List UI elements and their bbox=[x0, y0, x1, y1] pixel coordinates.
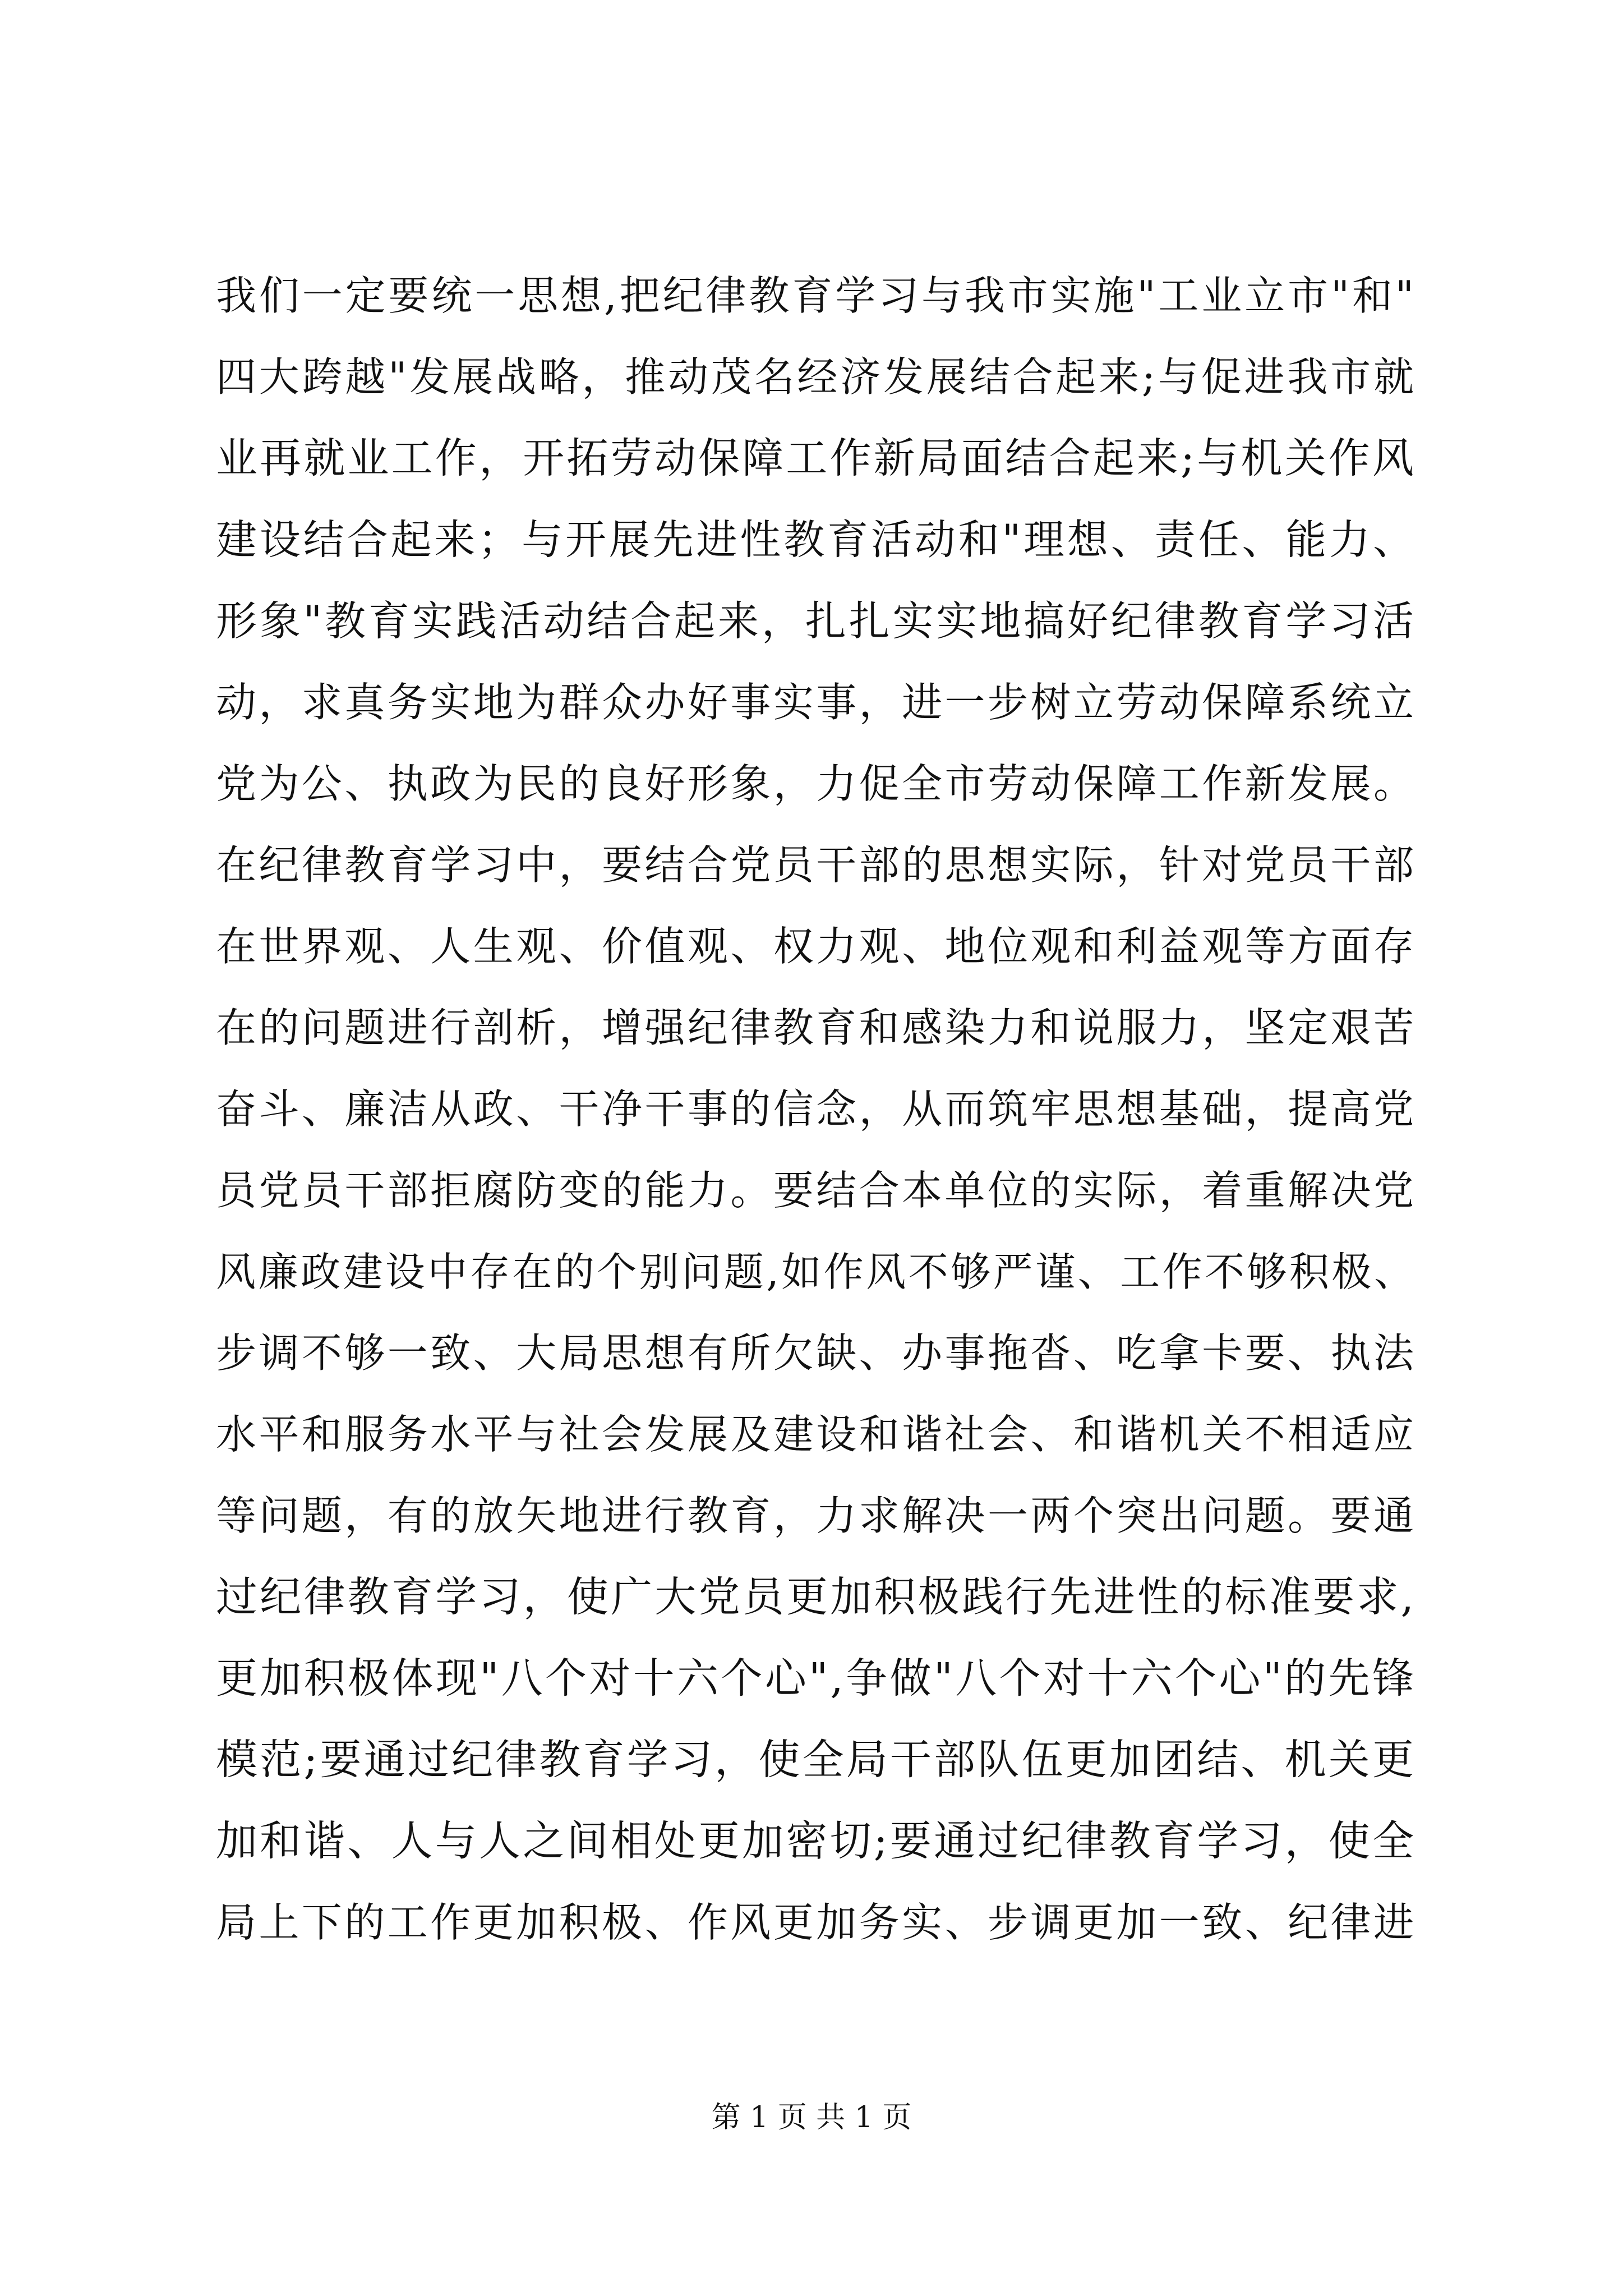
text-line: 员党员干部拒腐防变的能力。要结合本单位的实际，着重解决党 bbox=[216, 1167, 1416, 1214]
text-line: 形象"教育实践活动结合起来，扎扎实实地搞好纪律教育学习活 bbox=[216, 597, 1416, 645]
text-line: 在纪律教育学习中，要结合党员干部的思想实际，针对党员干部 bbox=[216, 841, 1416, 889]
text-line: 业再就业工作，开拓劳动保障工作新局面结合起来;与机关作风 bbox=[216, 434, 1416, 482]
page-number-footer: 第 1 页 共 1 页 bbox=[711, 2101, 912, 2134]
text-line: 模范;要通过纪律教育学习，使全局干部队伍更加团结、机关更 bbox=[216, 1736, 1416, 1784]
text-line: 我们一定要统一思想,把纪律教育学习与我市实施"工业立市"和" bbox=[216, 272, 1416, 319]
text-line: 加和谐、人与人之间相处更加密切;要通过纪律教育学习，使全 bbox=[216, 1817, 1416, 1865]
text-line: 水平和服务水平与社会发展及建设和谐社会、和谐机关不相适应 bbox=[216, 1411, 1416, 1458]
text-line: 建设结合起来；与开展先进性教育活动和"理想、责任、能力、 bbox=[216, 516, 1416, 564]
text-line: 风廉政建设中存在的个别问题,如作风不够严谨、工作不够积极、 bbox=[216, 1249, 1416, 1295]
text-line: 步调不够一致、大局思想有所欠缺、办事拖沓、吃拿卡要、执法 bbox=[216, 1329, 1416, 1377]
body-paragraph bbox=[216, 255, 1416, 1963]
text-line: 局上下的工作更加积极、作风更加务实、步调更加一致、纪律进 bbox=[216, 1899, 1416, 1946]
text-line: 党为公、执政为民的良好形象，力促全市劳动保障工作新发展。 bbox=[216, 760, 1416, 807]
text-line: 四大跨越"发展战略，推动茂名经济发展结合起来;与促进我市就 bbox=[216, 353, 1416, 401]
text-line: 奋斗、廉洁从政、干净干事的信念，从而筑牢思想基础，提高党 bbox=[216, 1085, 1416, 1133]
text-line: 等问题，有的放矢地进行教育，力求解决一两个突出问题。要通 bbox=[216, 1492, 1416, 1539]
text-line: 在世界观、人生观、价值观、权力观、地位观和利益观等方面存 bbox=[216, 923, 1416, 970]
text-line: 过纪律教育学习，使广大党员更加积极践行先进性的标准要求, bbox=[216, 1573, 1416, 1621]
text-line: 动，求真务实地为群众办好事实事，进一步树立劳动保障系统立 bbox=[216, 679, 1416, 726]
text-line: 在的问题进行剖析，增强纪律教育和感染力和说服力，坚定艰苦 bbox=[216, 1004, 1416, 1051]
text-line: 更加积极体现"八个对十六个心",争做"八个对十六个心"的先锋 bbox=[216, 1654, 1416, 1703]
